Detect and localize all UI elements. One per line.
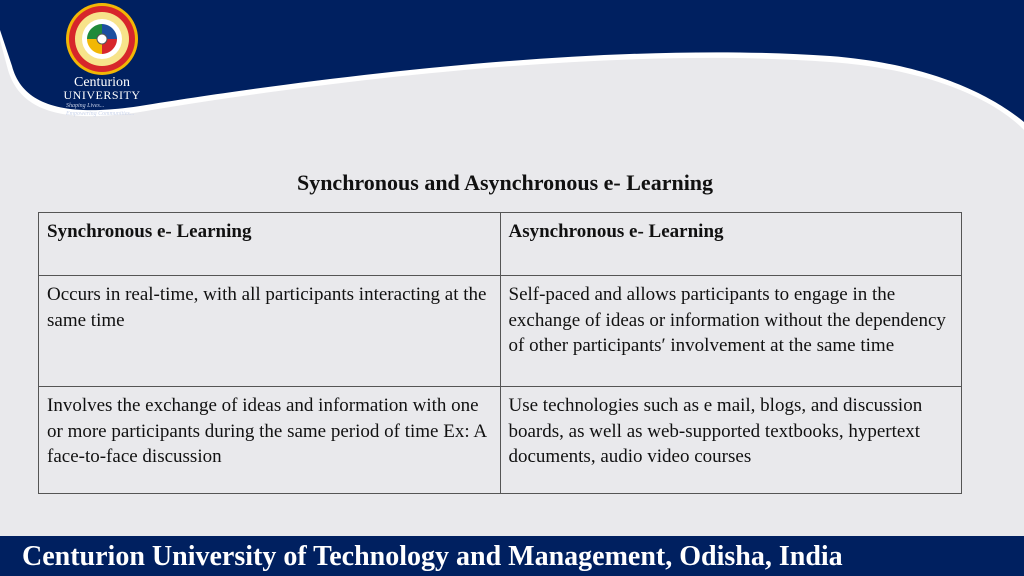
- footer-text: Centurion University of Technology and Management, Odisha, India: [22, 541, 843, 572]
- table-header-cell: Asynchronous e- Learning: [500, 213, 962, 276]
- table-cell: Use technologies such as e mail, blogs, and discussion boards, as well as web-supported textbooks, hypertext documents, audio video courses: [500, 387, 962, 494]
- table-row: [39, 387, 962, 494]
- logo-tagline-line1: Shaping Lives...: [66, 103, 105, 109]
- slide-title: Synchronous and Asynchronous e- Learning: [296, 170, 714, 195]
- logo-name-line2: UNIVERSITY: [63, 88, 141, 102]
- university-logo: [62, 2, 142, 118]
- table-row: [39, 276, 962, 387]
- table-header-cell: Synchronous e- Learning: [39, 213, 501, 276]
- table-header-row: [39, 213, 962, 276]
- logo-name-line1: Centurion: [74, 75, 130, 90]
- table-cell: Occurs in real-time, with all participants interacting at the same time: [39, 276, 501, 387]
- table-cell: Self-paced and allows participants to engage in the exchange of ideas or information without the dependency of other participants′ involvement at the same time: [500, 276, 962, 387]
- header-wave-background: [0, 0, 1024, 160]
- logo-tagline-line2: Empowering Communities...: [66, 111, 135, 117]
- university-emblem-icon: [65, 2, 139, 76]
- comparison-table: [38, 212, 962, 494]
- footer-bar: [0, 536, 1024, 576]
- table-cell: Involves the exchange of ideas and information with one or more participants during the same period of time Ex: A face-to-face discussion: [39, 387, 501, 494]
